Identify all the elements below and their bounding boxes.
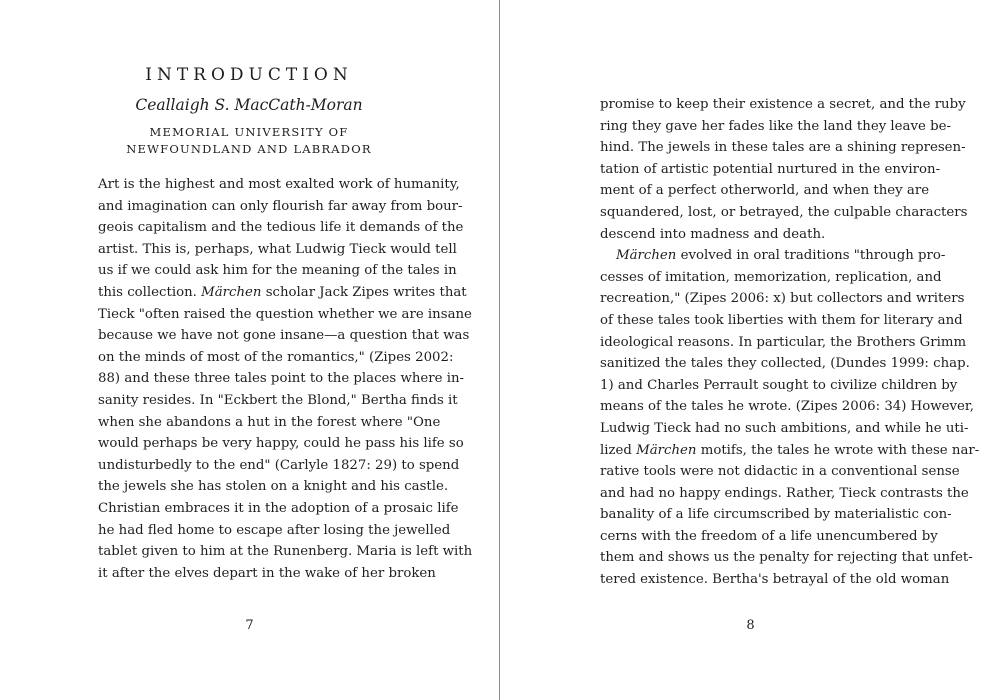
text-line: ment of a perfect otherworld, and when they are [600,183,930,199]
text-line: hind. The jewels in these tales are a shining represen- [600,140,966,156]
text-line: cerns with the freedom of a life unencumbered by [600,528,938,544]
text-line: and imagination can only flourish far away from bour- [98,198,463,214]
text-line: sanity resides. In "Eckbert the Blond," Bertha finds it [98,392,458,408]
text-line: sanitized the tales they collected, (Dundes 1999: chap. [600,356,970,372]
text-line: would perhaps be very happy, could he pass his life so [98,436,464,452]
italic-term: Märchen [636,442,697,458]
page-number: 7 [245,618,254,633]
text-run: this collection. [98,284,197,300]
text-line: Ludwig Tieck had no such ambitions, and while he uti- [600,420,969,436]
text-line: descend into madness and death. [600,226,826,242]
text-line: geois capitalism and the tedious life it demands of the [98,220,464,236]
text-line: because we have not gone insane—a question that was [98,328,470,344]
text-line: Christian embraces it in the adoption of a prosaic life [98,500,459,516]
text-run: evolved in oral traditions "through pro- [680,248,946,264]
text-line: he had fled home to escape after losing the jewelled [98,522,451,538]
text-line: means of the tales he wrote. (Zipes 2006: 34) However, [600,399,975,415]
text-line: banality of a life circumscribed by materialistic con- [600,507,952,523]
left-page [0,0,499,700]
text-line: them and shows us the penalty for rejecting that unfet- [600,550,973,566]
author-affiliation [98,124,400,158]
text-line: 88) and these three tales point to the places where in- [98,371,465,387]
text-line: when she abandons a hut in the forest where "One [98,414,441,430]
text-line: of these tales took liberties with them for literary and [600,312,963,328]
italic-term: Märchen [616,248,677,264]
text-line: squandered, lost, or betrayed, the culpable characters [600,204,968,220]
text-line: promise to keep their existence a secret, and the ruby [600,97,966,112]
text-line: undisturbedly to the end" (Carlyle 1827: 29) to spend [98,457,460,473]
text-line: tation of artistic potential nurtured in the environ- [600,161,941,177]
italic-term: Märchen [201,284,262,300]
text-line: Tieck "often raised the question whether we are insane [98,306,472,322]
text-line [600,245,946,267]
gutter-divider [499,0,500,700]
author-name: Ceallaigh S. MacCath-Moran [135,96,363,114]
text-run: scholar Jack Zipes writes that [265,284,467,300]
body-text [600,94,980,591]
text-line [98,282,467,304]
text-line: 1) and Charles Perrault sought to civilize children by [600,377,958,393]
text-line [600,440,980,462]
text-line: artist. This is, perhaps, what Ludwig Tieck would tell [98,241,457,257]
text-line: recreation," (Zipes 2006: x) but collectors and writers [600,291,965,307]
text-line: ring they gave her fades like the land they leave be- [600,118,951,134]
right-page [501,0,1000,700]
text-line: tablet given to him at the Runenberg. Maria is left with [98,544,473,560]
text-line: rative tools were not didactic in a conventional sense [600,464,960,480]
text-line: on the minds of most of the romantics," (Zipes 2002: [98,349,454,365]
text-line: it after the elves depart in the wake of her broken [98,565,436,581]
text-run: motifs, the tales he wrote with these nar- [700,442,980,458]
affiliation-line: NEWFOUNDLAND AND LABRADOR [126,142,372,156]
text-line: the jewels she has stolen on a knight and his castle. [98,479,449,495]
text-run: lized [600,442,632,458]
chapter-title: INTRODUCTION [145,65,353,85]
body-text [98,174,473,584]
text-line: Art is the highest and most exalted work of humanity, [98,177,460,192]
affiliation-line: MEMORIAL UNIVERSITY OF [149,125,349,139]
text-line: ideological reasons. In particular, the Brothers Grimm [600,334,967,350]
text-line: cesses of imitation, memorization, replication, and [600,269,942,285]
text-line: tered existence. Bertha's betrayal of the old woman [600,572,950,588]
text-line: us if we could ask him for the meaning of the tales in [98,263,457,279]
page-number: 8 [746,618,755,633]
text-line: and had no happy endings. Rather, Tieck contrasts the [600,485,969,501]
